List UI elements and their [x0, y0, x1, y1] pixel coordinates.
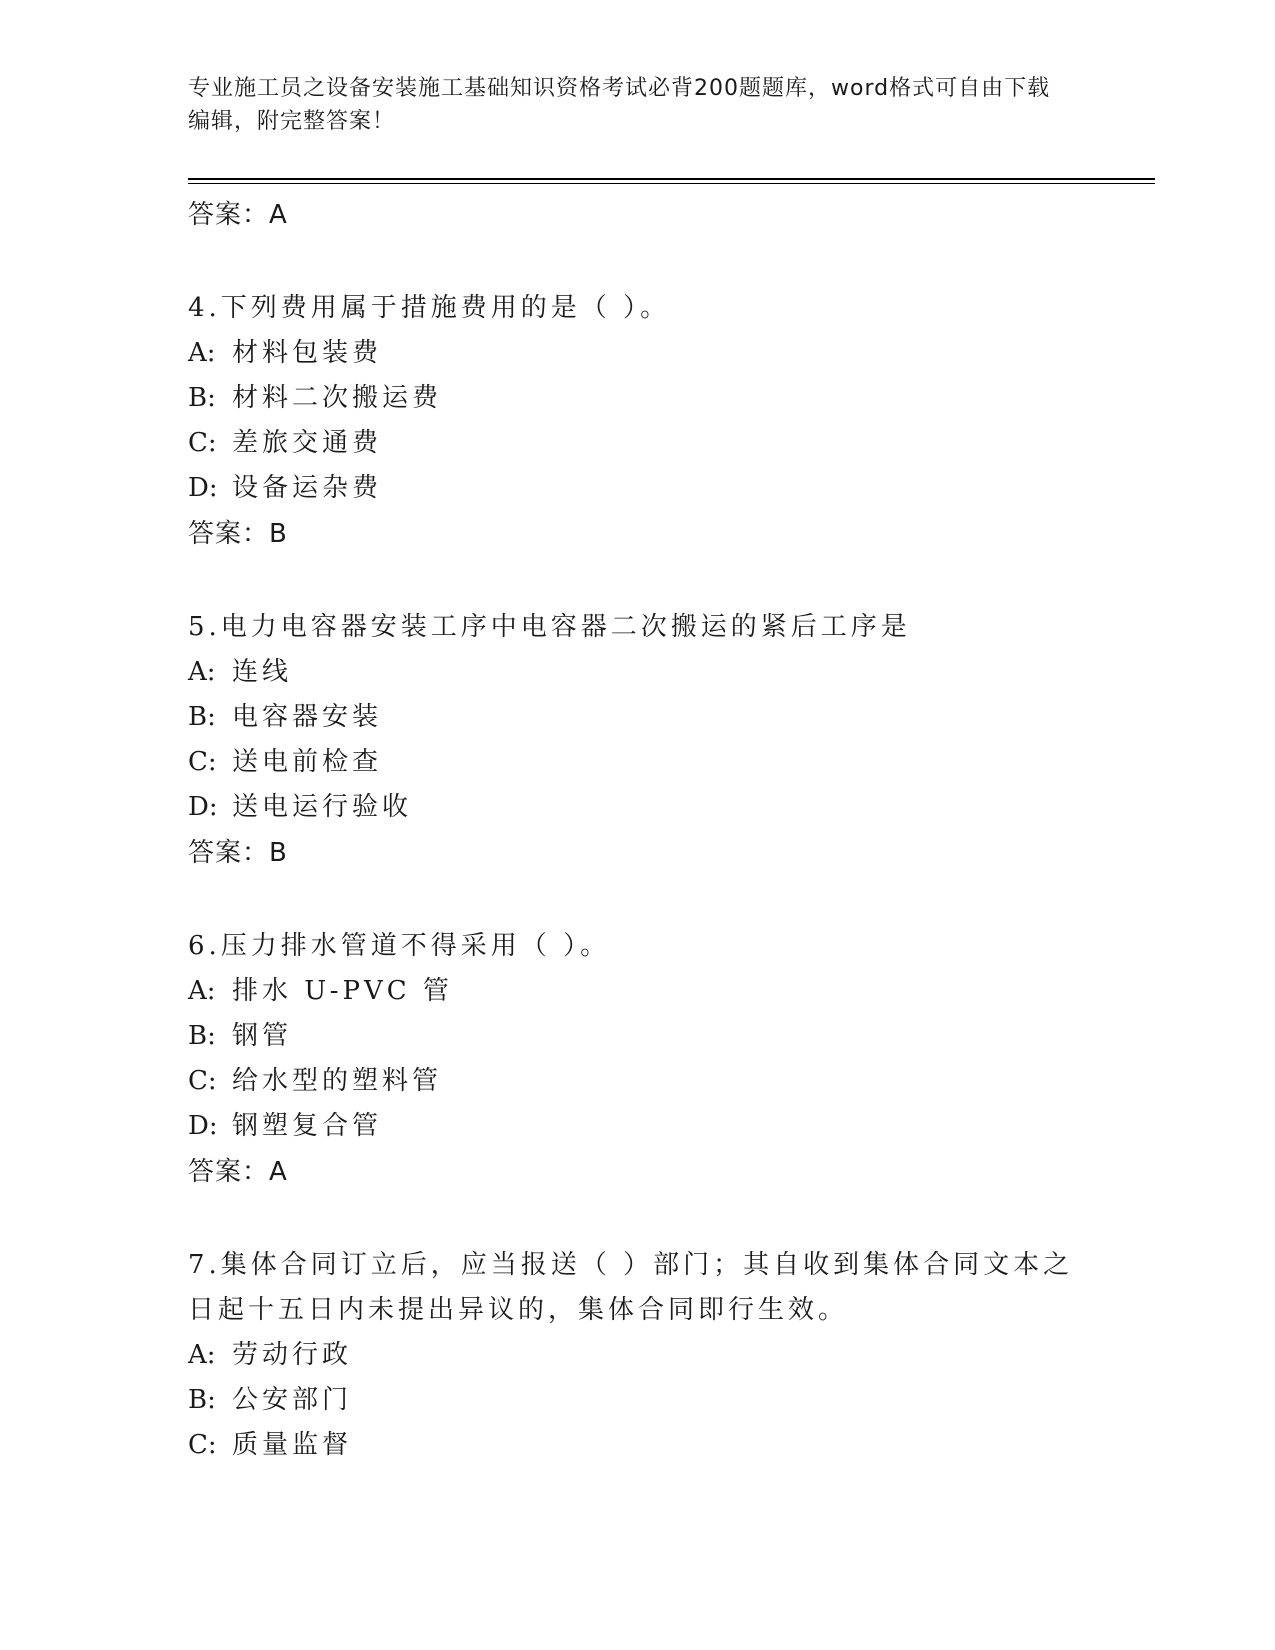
option-c [188, 421, 1088, 466]
document-header: 专业施工员之设备安装施工基础知识资格考试必背200题题库，word格式可自由下载编辑，附完整答案！ [188, 76, 1051, 134]
option-text: 送电前检查 [232, 747, 383, 777]
option-text: 连线 [232, 657, 293, 687]
option-text: 差旅交通费 [232, 428, 383, 458]
question-6 [188, 924, 1088, 1195]
document-body [188, 192, 1088, 1468]
option-text: 钢塑复合管 [232, 1111, 383, 1141]
option-c [188, 740, 1088, 785]
option-letter: B: [188, 702, 216, 732]
question-7 [188, 1243, 1088, 1468]
option-d [188, 1104, 1088, 1149]
option-letter: A: [188, 1340, 216, 1370]
option-text: 给水型的塑料管 [232, 1066, 443, 1096]
answer-line: 答案：A [188, 1157, 288, 1187]
option-b [188, 1378, 1088, 1423]
option-c [188, 1059, 1088, 1104]
option-letter: D: [188, 1111, 218, 1141]
option-letter: A: [188, 976, 216, 1006]
question-stem: 5.电力电容器安装工序中电容器二次搬运的紧后工序是 [188, 612, 911, 642]
option-text: 材料包装费 [232, 338, 383, 368]
option-d [188, 785, 1088, 830]
question-stem: 6.压力排水管道不得采用（ ）。 [188, 931, 611, 961]
option-text: 劳动行政 [232, 1340, 353, 1370]
option-letter: C: [188, 1430, 217, 1460]
option-text: 排水 U-PVC 管 [232, 976, 453, 1006]
option-a [188, 650, 1088, 695]
option-letter: C: [188, 1066, 217, 1096]
option-d [188, 466, 1088, 511]
question-stem: 7.集体合同订立后，应当报送（ ）部门；其自收到集体合同文本之日起十五日内未提出异议的，集体合同即行生效。 [188, 1250, 1074, 1325]
header-rule-thin [188, 183, 1155, 184]
option-letter: D: [188, 473, 218, 503]
option-a [188, 331, 1088, 376]
question-stem: 4.下列费用属于措施费用的是（ ）。 [188, 293, 671, 323]
option-text: 公安部门 [232, 1385, 353, 1415]
option-b [188, 376, 1088, 421]
option-text: 质量监督 [232, 1430, 353, 1460]
option-letter: B: [188, 383, 216, 413]
option-a [188, 969, 1088, 1014]
option-letter: D: [188, 792, 218, 822]
option-b [188, 1014, 1088, 1059]
option-text: 钢管 [232, 1021, 293, 1051]
answer-line: 答案：B [188, 519, 288, 549]
option-letter: B: [188, 1385, 216, 1415]
question-5 [188, 605, 1088, 876]
answer-line: 答案：A [188, 200, 288, 230]
option-letter: B: [188, 1021, 216, 1051]
option-c [188, 1423, 1088, 1468]
option-b [188, 695, 1088, 740]
option-letter: A: [188, 657, 216, 687]
answer-line: 答案：B [188, 838, 288, 868]
option-letter: A: [188, 338, 216, 368]
option-text: 送电运行验收 [232, 792, 413, 822]
option-text: 电容器安装 [232, 702, 383, 732]
option-text: 设备运杂费 [232, 473, 383, 503]
option-letter: C: [188, 747, 217, 777]
option-text: 材料二次搬运费 [232, 383, 443, 413]
option-letter: C: [188, 428, 217, 458]
question-4 [188, 286, 1088, 557]
option-a [188, 1333, 1088, 1378]
header-rule-thick [188, 178, 1155, 180]
